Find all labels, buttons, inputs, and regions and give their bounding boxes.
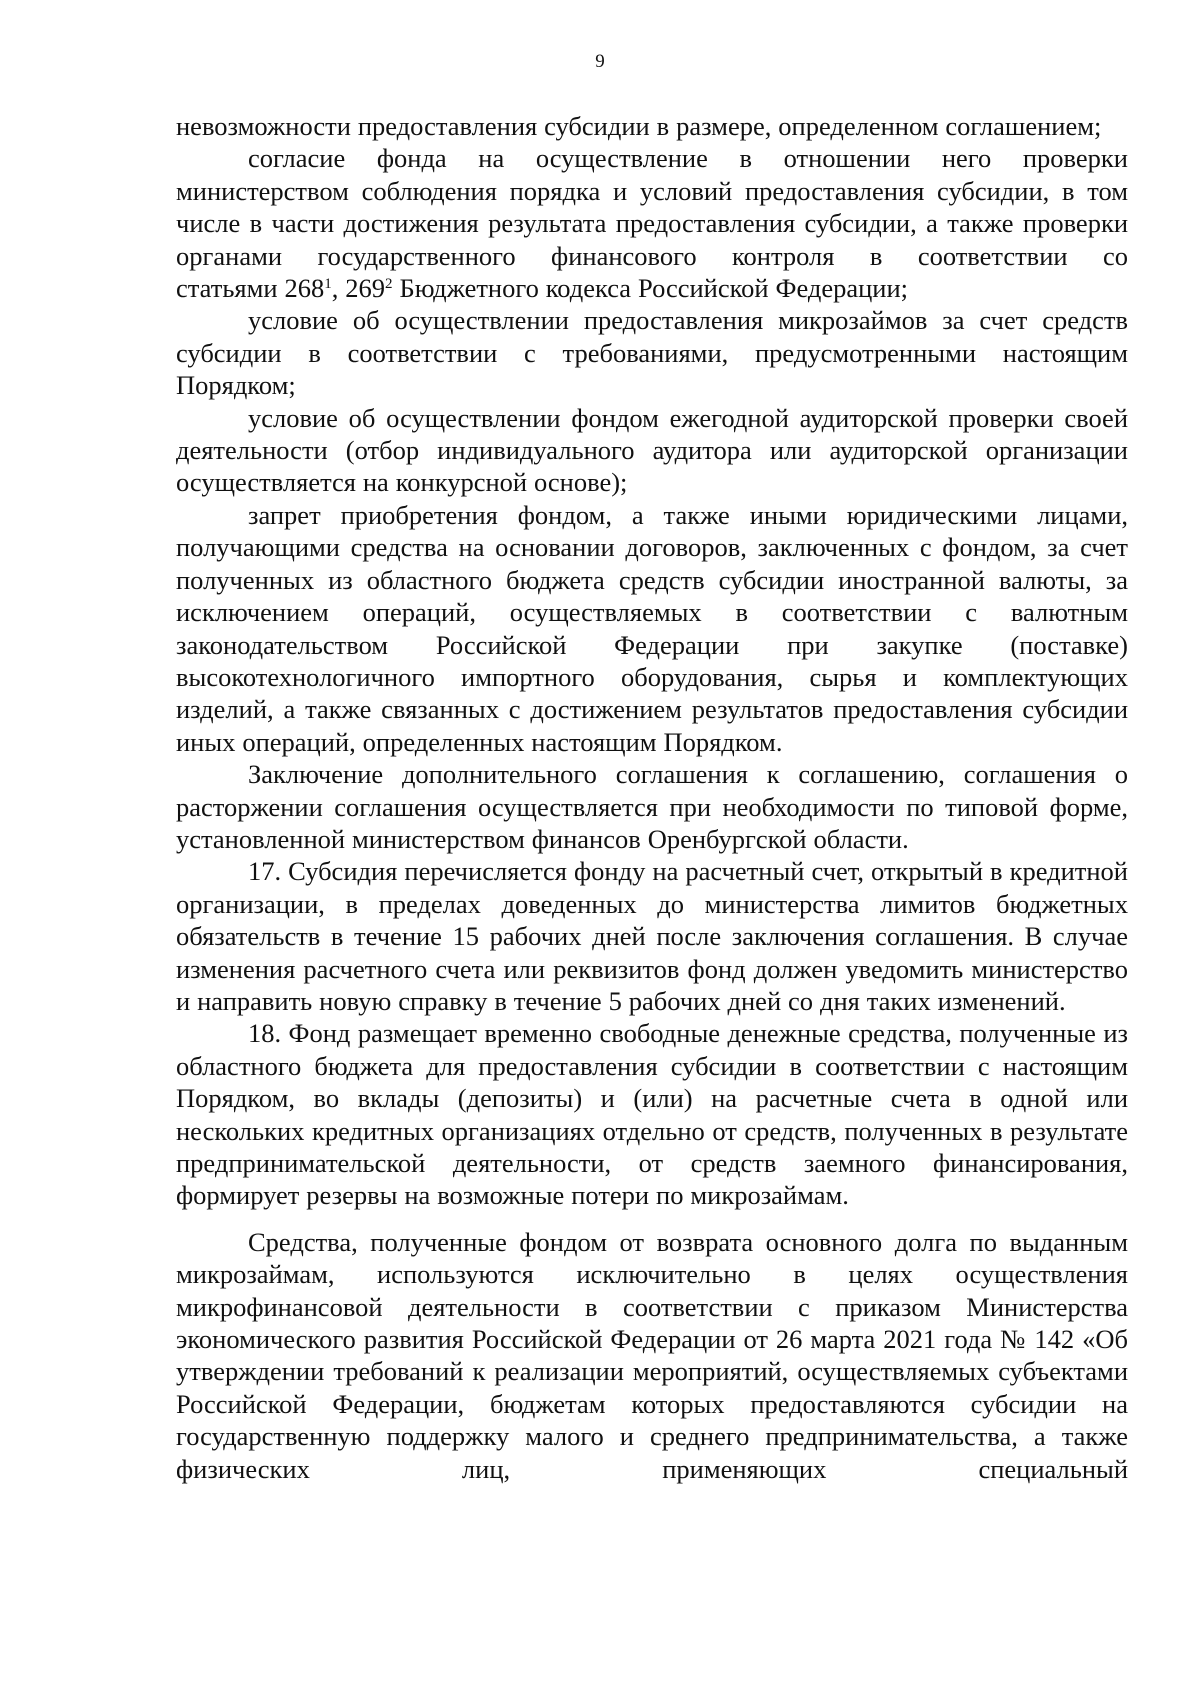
paragraph-fund-consent-continued [176, 272, 1128, 304]
paragraph-subsidy-impossibility: невозможности предоставления субсидии в размере, определенном соглашением; [176, 111, 1102, 141]
superscript-1: 1 [324, 276, 332, 293]
paragraph-17: 17. Субсидия перечисляется фонду на расчетный счет, открытый в кредитной организации, в пределах доведенных до министерства лимитов бюджетных обязательств в течение 15 рабочих дней после заключения соглашения. В случае изменения расчетного счета или реквизитов фонд должен уведомить министерство и направить новую справку в течение 5 рабочих дней со дня таких изменений. [176, 856, 1128, 1016]
paragraph-audit-condition: условие об осуществлении фондом ежегодной аудиторской проверки своей деятельности (отбор индивидуального аудитора или аудиторской организации осуществляется на конкурсной основе); [176, 402, 1128, 498]
paragraph-microloans-condition: условие об осуществлении предоставления микрозаймов за счет средств субсидии в соответствии с требованиями, предусмотренными настоящим Порядком; [176, 305, 1128, 401]
budget-code-text-after: Бюджетного кодекса Российской Федерации; [392, 273, 909, 304]
paragraph-additional-agreement: Заключение дополнительного соглашения к соглашению, соглашения о расторжении соглашения осуществляется при необходимости по типовой форме, установленной министерством финансов Оренбургской области. [176, 759, 1128, 854]
paragraph-18: 18. Фонд размещает временно свободные денежные средства, полученные из областного бюджета для предоставления субсидии в соответствии с настоящим Порядком, во вклады (депозиты) и (или) на расчетные счета в одной или нескольких кредитных организациях отдельно от средств, полученных в результате предпринимательской деятельности, от средств заемного финансирования, формирует резервы на возможные потери по микрозаймам. [176, 1018, 1128, 1211]
superscript-2: 2 [385, 276, 393, 293]
budget-code-text-middle: , 269 [331, 273, 386, 304]
paragraph-currency-prohibition: запрет приобретения фондом, а также иными юридическими лицами, получающими средства на основании договоров, заключенных с фондом, за счет полученных из областного бюджета средств субсидии иностранной валюты, за исключением операций, осуществляемых в соответствии с валютным законодательством Российской Федерации при закупке (поставке) высокотехнологичного импортного оборудования, сырья и комплектующих изделий, а также связанных с достижением результатов предоставления субсидии иных операций, определенных настоящим Порядком. [176, 499, 1128, 757]
page-number: 9 [595, 51, 605, 72]
paragraph-returned-funds: Средства, полученные фондом от возврата основного долга по выданным микрозаймам, используются исключительно в целях осуществления микрофинансовой деятельности в соответствии с приказом Министерства экономического развития Российской Федерации от 26 марта 2021 года № 142 «Об утверждении требований к реализации мероприятий, осуществляемых субъектами Российской Федерации, бюджетам которых предоставляются субсидии на государственную поддержку малого и среднего предпринимательства, а также физических лиц, применяющих специальный [176, 1226, 1128, 1484]
paragraph-fund-consent: согласие фонда на осуществление в отношении него проверки министерством соблюдения порядка и условий предоставления субсидии, в том числе в части достижения результата предоставления субсидии, а также проверки органами государственного финансового контроля в соответствии со [176, 143, 1128, 271]
document-body [176, 110, 1128, 1485]
budget-code-text-before: статьями 268 [176, 273, 325, 304]
